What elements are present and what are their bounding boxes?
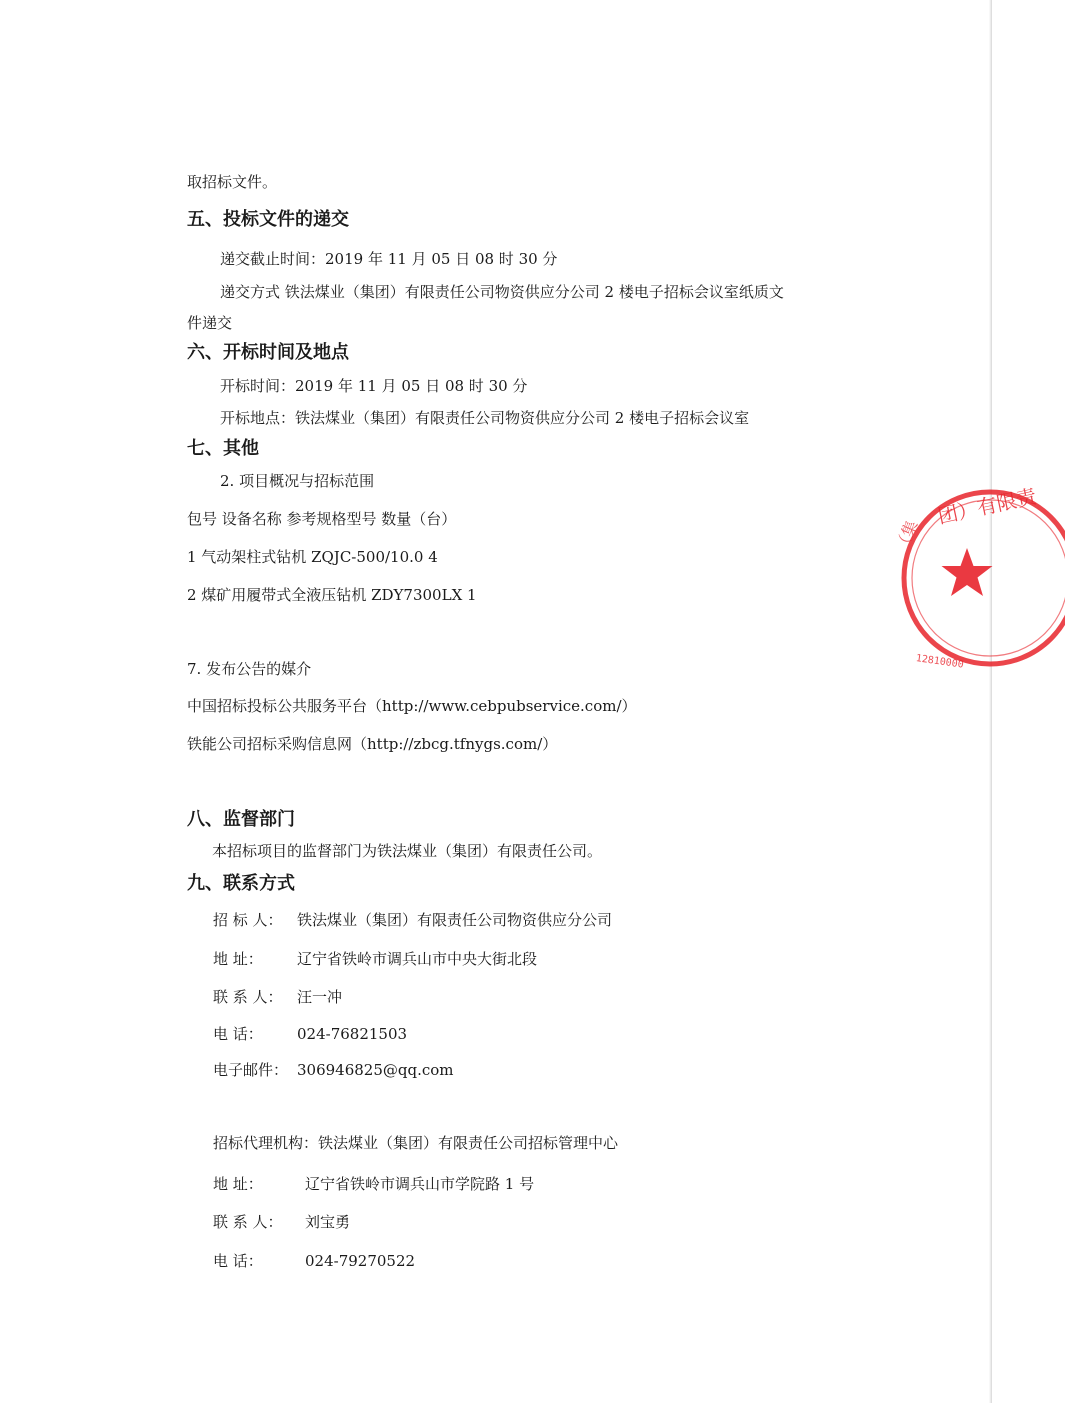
field-label: 电 话： [213, 1025, 263, 1043]
section-5-heading: 五、投标文件的递交 [187, 209, 349, 230]
agency-address-row [213, 1174, 534, 1194]
field-label: 地 址： [213, 1175, 263, 1193]
tenderer-phone-row [213, 1024, 407, 1044]
field-label: 电 话： [213, 1252, 263, 1270]
submission-deadline: 递交截止时间：2019 年 11 月 05 日 08 时 30 分 [220, 250, 558, 268]
field-value: 306946825@qq.com [297, 1061, 454, 1079]
field-label: 联 系 人： [213, 988, 283, 1006]
media-subheading: 7. 发布公告的媒介 [187, 660, 312, 678]
seal-star-icon [942, 548, 993, 596]
field-label: 地 址： [213, 950, 263, 968]
field-value: 辽宁省铁岭市调兵山市中央大街北段 [297, 950, 538, 968]
field-label: 招 标 人： [213, 911, 283, 929]
field-label: 联 系 人： [213, 1213, 283, 1231]
seal-arc-text: 团）有限责 [935, 484, 1039, 529]
section-6-heading: 六、开标时间及地点 [187, 342, 349, 363]
field-label: 电子邮件： [213, 1061, 289, 1079]
field-value: 铁法煤业（集团）有限责任公司物资供应分公司 [297, 911, 613, 929]
top-line: 取招标文件。 [187, 173, 278, 191]
seal-inner-ring [912, 500, 1065, 656]
seal-digits: 12810000 [915, 653, 965, 671]
equipment-row: 1 气动架柱式钻机 ZQJC-500/10.0 4 [187, 548, 438, 566]
equipment-table-header: 包号 设备名称 参考规格型号 数量（台） [187, 510, 457, 528]
tenderer-email-row [213, 1060, 454, 1080]
field-value: 铁法煤业（集团）有限责任公司招标管理中心 [318, 1134, 619, 1152]
opening-place: 开标地点：铁法煤业（集团）有限责任公司物资供应分公司 2 楼电子招标会议室 [220, 409, 750, 427]
agency-phone-row [213, 1251, 415, 1271]
media-link-cebpubservice: 中国招标投标公共服务平台（http://www.cebpubservice.com/） [187, 697, 637, 715]
field-value: 024-79270522 [305, 1252, 416, 1270]
opening-time: 开标时间：2019 年 11 月 05 日 08 时 30 分 [220, 377, 528, 395]
project-overview-subheading: 2. 项目概况与招标范围 [220, 472, 375, 490]
field-value: 刘宝勇 [305, 1213, 351, 1231]
agency-contact-row [213, 1212, 350, 1232]
section-9-heading: 九、联系方式 [187, 873, 295, 894]
company-seal [891, 478, 1065, 678]
tenderer-name-row [213, 910, 612, 930]
tenderer-address-row [213, 949, 537, 969]
tenderer-contact-row [213, 987, 342, 1007]
seal-left-text: （集 [891, 517, 922, 555]
section-8-heading: 八、监督部门 [187, 809, 295, 830]
field-value: 汪一冲 [297, 988, 343, 1006]
section-7-heading: 七、其他 [187, 438, 259, 459]
supervision-text: 本招标项目的监督部门为铁法煤业（集团）有限责任公司。 [212, 842, 603, 860]
agency-name-row [213, 1133, 618, 1153]
media-link-tfnygs: 铁能公司招标采购信息网（http://zbcg.tfnygs.com/） [187, 735, 558, 753]
equipment-row: 2 煤矿用履带式全液压钻机 ZDY7300LX 1 [187, 586, 477, 604]
field-value: 辽宁省铁岭市调兵山市学院路 1 号 [305, 1175, 535, 1193]
field-value: 024-76821503 [297, 1025, 408, 1043]
submission-method-line2: 件递交 [187, 314, 233, 332]
submission-method-line1: 递交方式 铁法煤业（集团）有限责任公司物资供应分公司 2 楼电子招标会议室纸质文 [220, 283, 784, 301]
page-edge-shadow [989, 0, 992, 1403]
field-label: 招标代理机构： [213, 1134, 319, 1152]
